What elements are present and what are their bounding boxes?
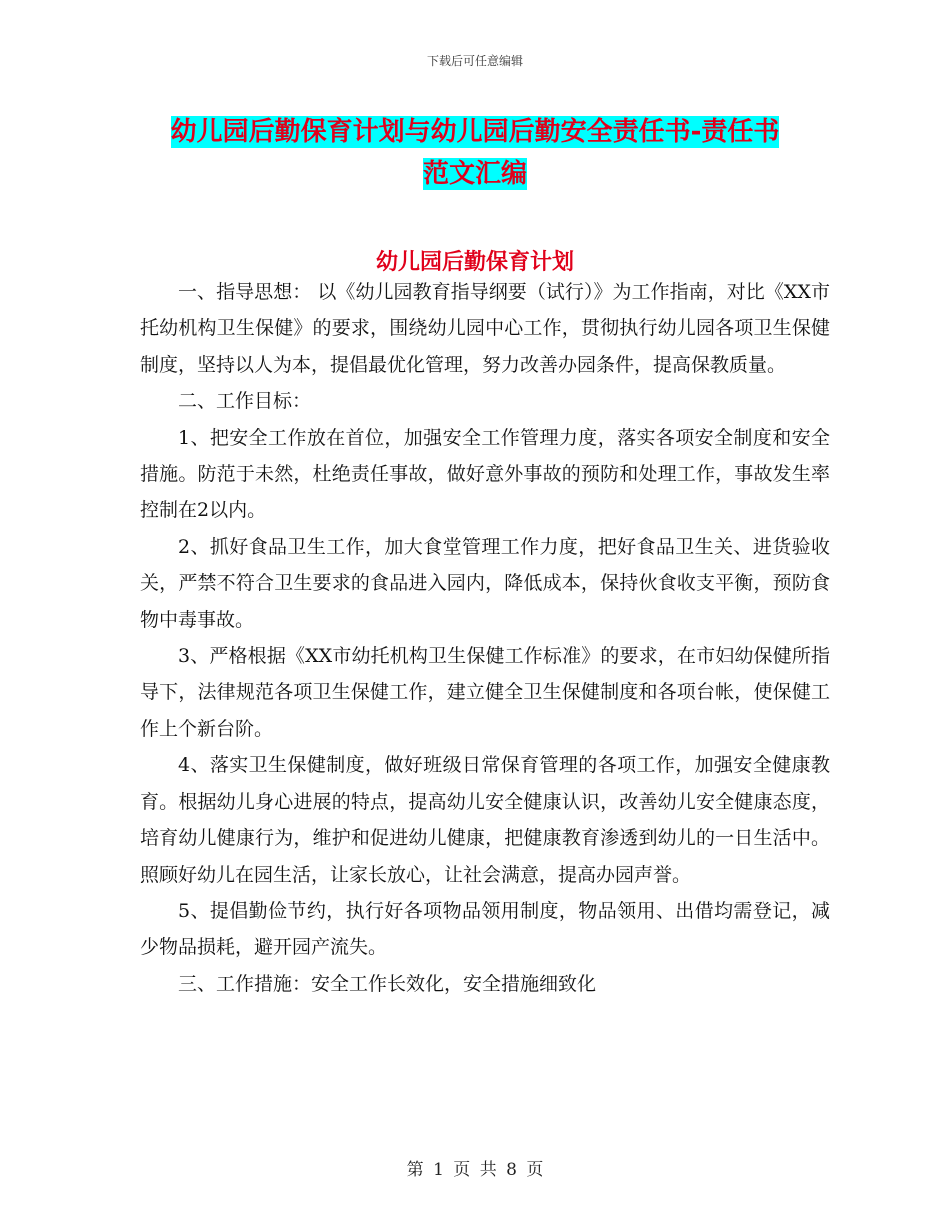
paragraph-goal-2: 2、抓好食品卫生工作，加大食堂管理工作力度，把好食品卫生关、进货验收关，严禁不符合卫生要求的食品进入园内，降低成本，保持伙食收支平衡，预防食物中毒事故。	[140, 535, 830, 631]
paragraph-goal-1: 1、把安全工作放在首位，加强安全工作管理力度，落实各项安全制度和安全措施。防范于未然，杜绝责任事故，做好意外事故的预防和处理工作，事故发生率控制在2以内。	[140, 426, 830, 522]
page-number-footer: 第 1 页 共 8 页	[406, 1160, 544, 1180]
paragraph-goal-4: 4、落实卫生保健制度，做好班级日常保育管理的各项工作，加强安全健康教育。根据幼儿身心进展的特点，提高幼儿安全健康认识，改善幼儿安全健康态度，培育幼儿健康行为，维护和促进幼儿健康，把健康教育渗透到幼儿的一日生活中。照顾好幼儿在园生活，让家长放心，让社会满意，提高办园声誉。	[140, 754, 830, 886]
document-title-text-1: 幼儿园后勤保育计划与幼儿园后勤安全责任书-责任书	[170, 117, 780, 147]
document-title-text-2: 范文汇编	[422, 159, 527, 189]
body-text	[140, 274, 830, 1002]
paragraph-guiding-thought: 一、指导思想： 以《幼儿园教育指导纲要（试行）》为工作指南，对比《XX市托幼机构卫生保健》的要求，围绕幼儿园中心工作，贯彻执行幼儿园各项卫生保健制度，坚持以人为本，提倡最优化管理，努力改善办园条件，提高保教质量。	[140, 281, 830, 376]
paragraph-goal-3: 3、严格根据《XX市幼托机构卫生保健工作标准》的要求，在市妇幼保健所指导下，法律规范各项卫生保健工作，建立健全卫生保健制度和各项台帐，使保健工作上个新台阶。	[140, 645, 830, 740]
page-header-note: 下载后可任意编辑	[426, 54, 523, 68]
paragraph-measures-heading: 三、工作措施：安全工作长效化，安全措施细致化	[178, 972, 597, 995]
paragraph-goal-5: 5、提倡勤俭节约，执行好各项物品领用制度，物品领用、出借均需登记，减少物品损耗，避开园产流失。	[140, 899, 830, 959]
document-title-line-1	[0, 114, 950, 150]
document-title-line-2	[0, 156, 950, 192]
paragraph-goals-heading: 二、工作目标：	[178, 390, 312, 413]
section-heading: 幼儿园后勤保育计划	[375, 250, 574, 275]
